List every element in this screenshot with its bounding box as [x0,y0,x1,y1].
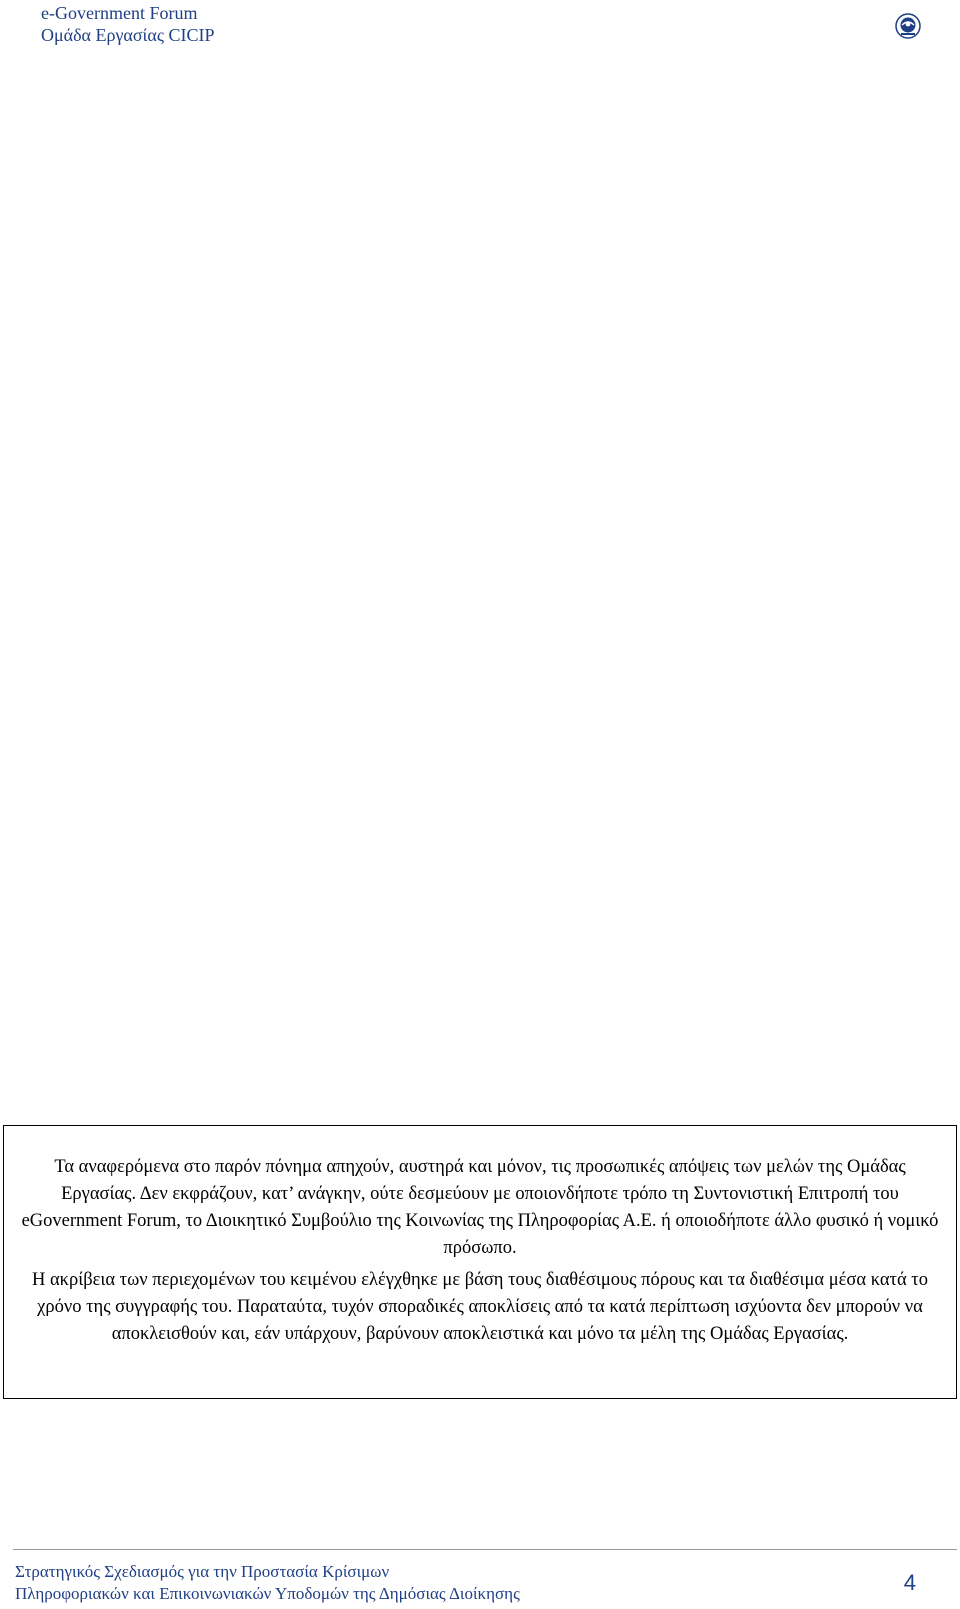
header-working-group: Ομάδα Εργασίας CICIP [41,25,215,45]
disclaimer-paragraph-accuracy: Η ακρίβεια των περιεχομένων του κειμένου ελέγχθηκε με βάση τους διαθέσιμους πόρους και τα διαθέσιμα μέσα κατά το χρόνο της συγγραφής του. Παραταύτα, τυχόν σποραδικές αποκλίσεις από τα κατά περίπτωση ισχύοντα δεν μπορούν να αποκλεισθούν και, εάν υπάρχουν, βαρύνουν αποκλειστικά και μόνο τα μέλη της Ομάδας Εργασίας. [31,1270,928,1344]
forum-seal-icon [895,13,921,39]
page-number: 4 [903,1570,916,1595]
page-footer [15,1561,815,1605]
disclaimer-box [3,1125,957,1399]
page-header [41,2,941,48]
disclaimer-paragraph-opinions: Τα αναφερόμενα στο παρόν πόνημα απηχούν, αυστηρά και μόνον, τις προσωπικές απόψεις των μελών της Ομάδας Εργασίας. Δεν εκφράζουν, κατ’ ανάγκην, ούτε δεσμεύουν με οποιονδήποτε τρόπο τη Συντονιστική Επιτροπή του eGovernment Forum, το Διοικητικό Συμβούλιο της Κοινωνίας της Πληροφορίας Α.Ε. ή οποιοδήποτε άλλο φυσικό ή νομικό πρόσωπο. [21,1157,939,1258]
footer-divider [13,1549,957,1550]
header-forum-name: e-Government Forum [41,3,198,23]
footer-title-line1: Στρατηγικός Σχεδιασμός για την Προστασία Κρίσιμων [15,1562,390,1581]
footer-title-line2: Πληροφοριακών και Επικοινωνιακών Υποδομών της Δημόσιας Διοίκησης [15,1584,520,1603]
